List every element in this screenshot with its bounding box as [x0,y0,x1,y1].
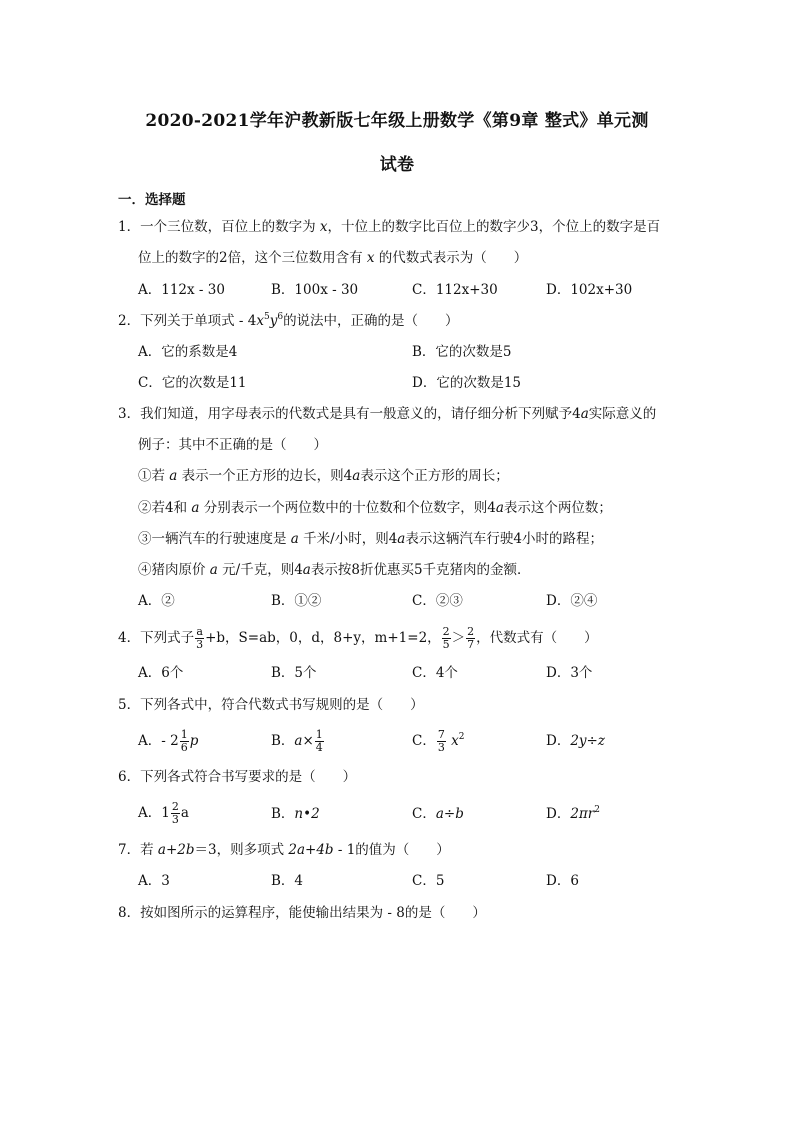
q5-option-b[interactable]: B．a× $\frac{1}{4}$ [271,728,323,754]
q6-option-c[interactable]: C．a÷b [412,806,464,822]
question-7-stem: 7．若 a+2b＝3，则多项式 2a+4b - 1的值为（ ） [118,842,450,858]
section-heading: 一．选择题 [118,192,186,208]
q2-option-d[interactable]: D．它的次数是15 [412,375,522,391]
q5-option-c[interactable]: C． $\frac{7}{3}$ $x^2$ [412,728,465,754]
question-5-stem: 5．下列各式中，符合代数式书写规则的是（ ） [118,697,424,713]
question-6-stem: 6．下列各式符合书写要求的是（ ） [118,769,357,785]
q6-option-d[interactable]: D．$2\pi r^2$ [546,805,600,822]
question-1-line2: 位上的数字的2倍，这个三位数用含有 x 的代数式表示为（ ） [138,250,528,266]
q6-option-a[interactable]: A．1 $\frac{2}{3}$ a [138,800,189,826]
q4-option-a[interactable]: A．6个 [138,665,184,681]
fraction-a-over-3: $\frac{a}{3}$ [196,625,204,651]
question-3-line1: 3．我们知道，用字母表示的代数式是具有一般意义的，请仔细分析下列赋予4a实际意义的 [118,406,657,422]
q6-option-b[interactable]: B．n•2 [271,806,320,822]
question-3-line2: 例子：其中不正确的是（ ） [138,437,327,453]
q1-option-a[interactable]: A．112x - 30 [138,282,225,298]
q3-statement-1: ①若 a 表示一个正方形的边长，则4a表示这个正方形的周长； [138,468,509,484]
q3-option-a[interactable]: A．② [138,593,175,609]
question-2-stem: 2．下列关于单项式 - $4x^5y^6$的说法中，正确的是（ ） [118,312,459,329]
q7-option-c[interactable]: C．5 [412,873,445,889]
q1-option-c[interactable]: C．112x+30 [412,282,498,298]
q3-option-c[interactable]: C．②③ [412,593,463,609]
q7-option-b[interactable]: B．4 [271,873,304,889]
q3-option-b[interactable]: B．①② [271,593,322,609]
q3-option-d[interactable]: D．②④ [546,593,598,609]
q3-statement-2: ②若4和 a 分别表示一个两位数中的十位数和个位数字，则4a表示这个两位数； [138,500,612,516]
q2-option-c[interactable]: C．它的次数是11 [138,375,247,391]
question-1-line1: 1．一个三位数，百位上的数字为 x，十位上的数字比百位上的数字少3，个位上的数字是百 [118,219,661,235]
fraction-2-over-7: $\frac{2}{7}$ [467,625,475,651]
q2-option-b[interactable]: B．它的次数是5 [412,344,512,360]
exam-title-line1: 2020-2021学年沪教新版七年级上册数学《第9章 整式》单元测 [145,111,649,131]
q4-option-d[interactable]: D．3个 [546,665,593,681]
exam-title-line2: 试卷 [379,155,415,175]
q4-option-b[interactable]: B．5个 [271,665,317,681]
q4-option-c[interactable]: C．4个 [412,665,458,681]
question-8-stem: 8．按如图所示的运算程序，能使输出结果为 - 8的是（ ） [118,905,486,921]
q2-option-a[interactable]: A．它的系数是4 [138,344,238,360]
q7-option-d[interactable]: D．6 [546,873,579,889]
q3-statement-4: ④猪肉原价 a 元/千克，则4a表示按8折优惠买5千克猪肉的金额． [138,562,531,578]
q5-option-a[interactable]: A．- 2 $\frac{1}{6}$ p [138,728,199,754]
question-4-stem: 4．下列式子 $\frac{a}{3}$ +b，S=ab，0，d，8+y，m+1=2， $\frac{2}{5}$ ＞ $\frac{2}{7}$ ，代数式有（ ） [118,625,598,651]
q1-option-b[interactable]: B．100x - 30 [271,282,359,298]
q5-option-d[interactable]: D．2y÷z [546,733,605,749]
q3-statement-3: ③一辆汽车的行驶速度是 a 千米/小时，则4a表示这辆汽车行驶4小时的路程； [138,531,603,547]
q7-option-a[interactable]: A．3 [138,873,170,889]
fraction-2-over-5: $\frac{2}{5}$ [442,625,450,651]
q1-option-d[interactable]: D．102x+30 [546,282,633,298]
